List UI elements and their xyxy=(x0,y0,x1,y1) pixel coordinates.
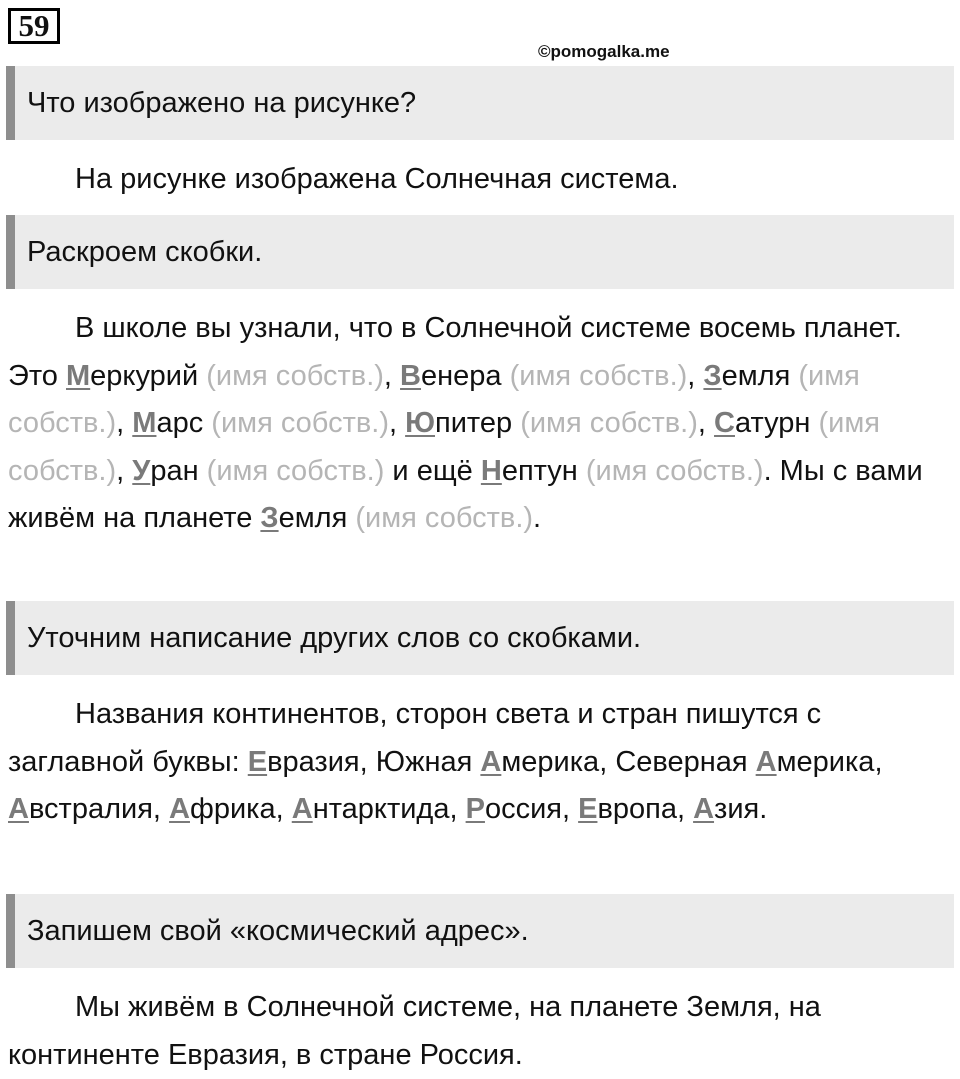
separator: , xyxy=(152,793,170,825)
word-rest: зия xyxy=(714,793,760,825)
separator: , xyxy=(687,359,704,392)
capital-letter: А xyxy=(693,793,715,825)
conjunction: и ещё xyxy=(384,454,481,487)
word-prefix: Северная xyxy=(615,745,756,778)
word-rest: вразия xyxy=(267,745,360,778)
capital-letter: М xyxy=(132,407,157,439)
answer-3-intro: Названия континентов, сторон света и стран пишутся с заглавной буквы: xyxy=(8,698,822,778)
capital-letter: А xyxy=(8,793,29,825)
separator: , xyxy=(116,407,133,439)
word-rest: енера xyxy=(421,359,502,392)
answer-2-intro: В школе вы узнали, что в Солнечной системе восемь планет. Это xyxy=(8,312,902,392)
proper-noun-note: (имя собств.) xyxy=(509,359,688,392)
word-rest: мерика xyxy=(776,745,875,778)
separator: , xyxy=(275,793,292,825)
proper-noun-note: (имя собств.) xyxy=(211,407,389,439)
proper-noun-note: (имя собств.) xyxy=(585,454,764,487)
word-prefix: Южная xyxy=(375,745,481,778)
word-rest: вропа xyxy=(597,793,677,825)
answer-4: Мы живём в Солнечной системе, на планете Земля, на континенте Евразия, в стране Россия. xyxy=(8,991,821,1071)
separator: , xyxy=(676,793,694,825)
capital-letter: А xyxy=(291,793,313,825)
capital-letter: Н xyxy=(480,454,502,487)
separator: , xyxy=(697,407,715,439)
capital-letter: Ю xyxy=(405,407,436,439)
separator: , xyxy=(116,454,133,487)
word-rest: питер xyxy=(435,407,513,439)
proper-noun-note: (имя собств.) xyxy=(8,407,880,487)
question-3: Уточним написание других слов со скобками. xyxy=(6,601,954,675)
answer-2 xyxy=(8,305,952,543)
separator: , xyxy=(449,793,466,825)
word-rest: ептун xyxy=(501,454,578,487)
capital-letter: А xyxy=(755,745,777,778)
watermark: ©pomogalka.me xyxy=(538,42,670,61)
word-rest: мерика xyxy=(501,745,600,778)
proper-noun-note: (имя собств.) xyxy=(206,359,384,392)
capital-letter: З xyxy=(260,502,279,534)
word-rest: ран xyxy=(150,454,199,487)
word-rest: арс xyxy=(156,407,204,439)
separator: , xyxy=(561,793,579,825)
separator: , xyxy=(388,407,406,439)
separator: , xyxy=(874,745,883,778)
capital-letter: А xyxy=(169,793,190,825)
separator: , xyxy=(599,745,616,778)
capital-letter: З xyxy=(703,359,722,392)
word-rest: оссия xyxy=(484,793,562,825)
capital-letter: М xyxy=(66,359,91,392)
word-rest: встралия xyxy=(28,793,153,825)
answer-3 xyxy=(8,691,952,834)
capital-letter: Е xyxy=(247,745,268,778)
capital-letter: Р xyxy=(465,793,485,825)
proper-noun-note: (имя собств.) xyxy=(520,407,698,439)
capital-letter: С xyxy=(714,407,735,439)
proper-noun-note: (имя собств.) xyxy=(206,454,385,487)
capital-letter: А xyxy=(480,745,502,778)
word-rest: нтарктида xyxy=(312,793,450,825)
capital-letter: Е xyxy=(578,793,598,825)
proper-noun-note: (имя собств.) xyxy=(355,502,534,534)
answer-2-sentence: . Мы с вами живём на планете xyxy=(8,454,923,534)
period: . xyxy=(759,793,768,825)
word-rest: фрика xyxy=(189,793,276,825)
word-rest: еркурий xyxy=(90,359,199,392)
word-rest: емля xyxy=(721,359,791,392)
question-2: Раскроем скобки. xyxy=(6,215,954,289)
capital-letter: В xyxy=(400,359,421,392)
question-1: Что изображено на рисунке? xyxy=(6,66,954,140)
separator: , xyxy=(383,359,401,392)
capital-letter: У xyxy=(132,454,151,487)
word-rest: атурн xyxy=(734,407,811,439)
question-4: Запишем свой «космический адрес». xyxy=(6,894,954,968)
task-number-badge: 59 xyxy=(8,8,60,44)
proper-noun-note: (имя собств.) xyxy=(8,359,860,439)
period: . xyxy=(533,502,542,534)
answer-1: На рисунке изображена Солнечная система. xyxy=(75,163,679,195)
separator: , xyxy=(359,745,376,778)
word-rest: емля xyxy=(278,502,348,534)
